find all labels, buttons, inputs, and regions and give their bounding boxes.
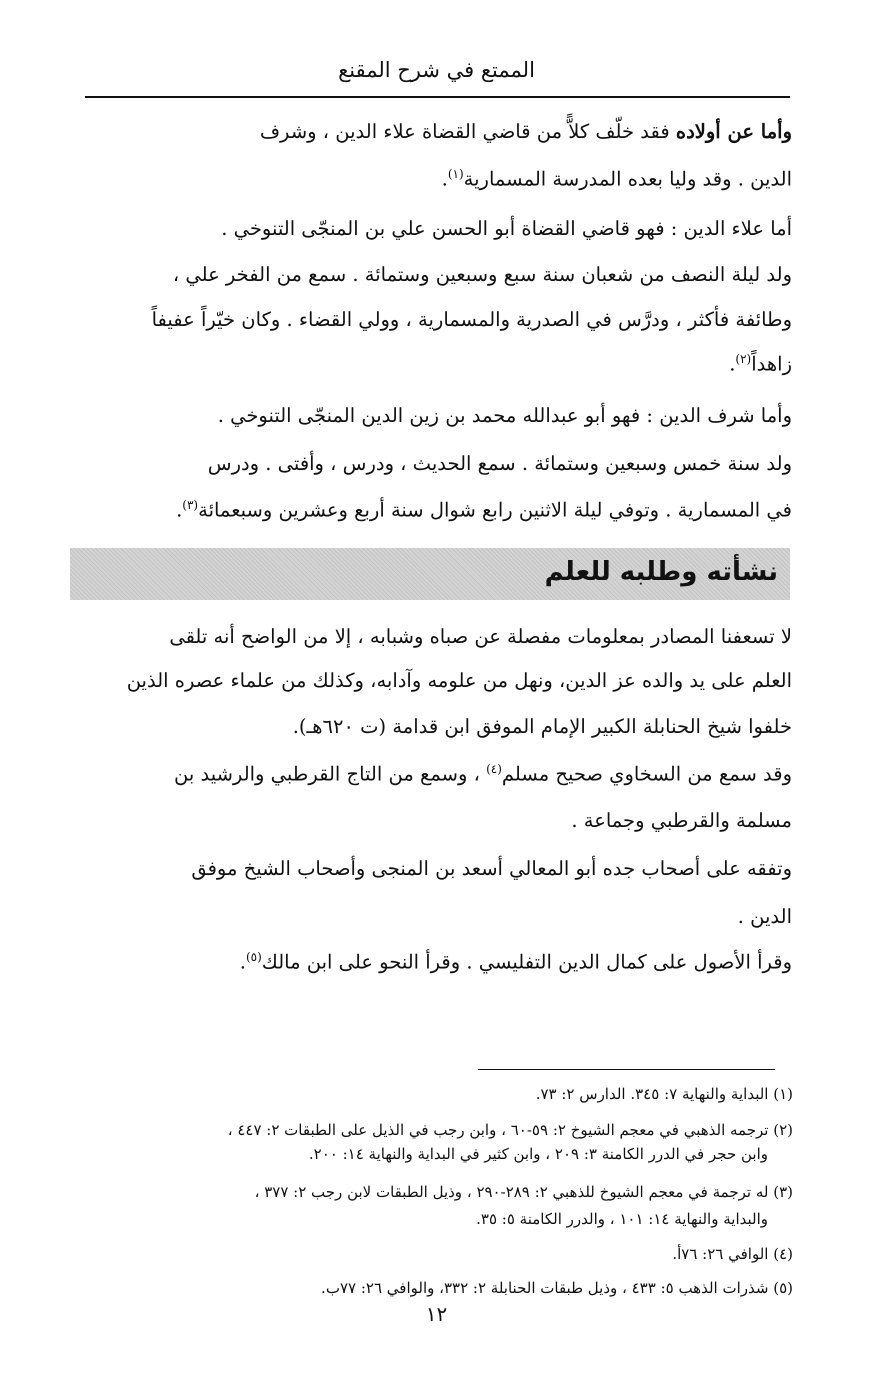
text-line: وطائفة فأكثر ، ودرَّس في الصدرية والمسمارية ، وولي القضاء . وكان خيّراً عفيفاً	[151, 308, 792, 331]
text-line: الدين .	[737, 905, 792, 928]
text-line: وأما شرف الدين : فهو أبو عبدالله محمد بن زين الدين المنجّى التنوخي .	[217, 404, 792, 427]
footnote: وابن حجر في الدرر الكامنة ٣: ٢٠٩ ، وابن كثير في البداية والنهاية ١٤: ٢٠٠.	[308, 1145, 768, 1163]
text-line: العلم على يد والده عز الدين، ونهل من علومه وآدابه، وكذلك من علماء عصره الذين	[126, 669, 792, 692]
footnote-ref[interactable]: (١)	[447, 167, 464, 181]
footnote-ref[interactable]: (٢)	[735, 352, 752, 366]
text-line: وقد سمع من السخاوي صحيح مسلم$^{(٤)}$ ، وسمع من التاج القرطبي والرشيد بن	[174, 762, 792, 786]
footnote: (١) البداية والنهاية ٧: ٣٤٥. الدارس ٢: ٧٣.	[535, 1085, 793, 1103]
running-header: الممتع في شرح المقنع	[338, 58, 535, 82]
footnote: والبداية والنهاية ١٤: ١٠١ ، والدرر الكامنة ٥: ٣٥.	[476, 1210, 768, 1228]
text-line: مسلمة والقرطبي وجماعة .	[571, 809, 792, 832]
lead-phrase: وأما عن أولاده	[675, 120, 792, 143]
footnote-rule	[478, 1069, 775, 1070]
text-line: لا تسعفنا المصادر بمعلومات مفصلة عن صباه وشبابه ، إلا من الواضح أنه تلقى	[169, 625, 792, 648]
text-line: وتفقه على أصحاب جده أبو المعالي أسعد بن المنجى وأصحاب الشيخ موفق	[191, 857, 792, 880]
footnote: (٢) ترجمه الذهبي في معجم الشيوخ ٢: ٥٩-٦٠ ، وابن رجب في الذيل على الطبقات ٢: ٤٤٧ ،	[227, 1121, 793, 1139]
text-line: ولد سنة خمس وسبعين وستمائة . سمع الحديث ، ودرس ، وأفتى . ودرس	[207, 452, 792, 475]
text-line: ولد ليلة النصف من شعبان سنة سبع وسبعين وستمائة . سمع من الفخر علي ،	[172, 263, 792, 286]
text-line: وقرأ الأصول على كمال الدين التفليسي . وقرأ النحو على ابن مالك$^{(٥)}$.	[239, 950, 792, 974]
section-heading: نشأته وطلبه للعلم	[544, 557, 778, 587]
section-heading-band	[70, 548, 790, 600]
page-number: ١٢	[425, 1302, 448, 1326]
header-rule	[85, 96, 790, 98]
text-line: أما علاء الدين : فهو قاضي القضاة أبو الحسن علي بن المنجّى التنوخي .	[221, 217, 792, 240]
text-line: الدين . وقد وليا بعده المدرسة المسمارية$^{(١)}$.	[441, 167, 792, 191]
footnote: (٤) الوافي ٢٦: ٧٦أ.	[672, 1245, 793, 1263]
footnote: (٣) له ترجمة في معجم الشيوخ للذهبي ٢: ٢٨٩-٢٩٠ ، وذيل الطبقات لابن رجب ٢: ٣٧٧ ،	[254, 1183, 793, 1201]
footnote-ref[interactable]: (٤)	[486, 762, 502, 776]
text-line: وأما عن أولاده فقد خلّف كلاًّ من قاضي القضاة علاء الدين ، وشرف	[259, 120, 792, 143]
footnote-ref[interactable]: (٥)	[245, 950, 262, 964]
footnote: (٥) شذرات الذهب ٥: ٤٣٣ ، وذيل طبقات الحنابلة ٢: ٣٣٢، والوافي ٢٦: ٧٧ب.	[321, 1279, 793, 1297]
footnote-ref[interactable]: (٣)	[182, 498, 199, 512]
text-line: خلفوا شيخ الحنابلة الكبير الإمام الموفق ابن قدامة (ت ٦٢٠هـ).	[292, 715, 792, 738]
text-line: في المسمارية . وتوفي ليلة الاثنين رابع شوال سنة أربع وعشرين وسبعمائة$^{(٣)}$.	[176, 498, 792, 522]
text-line: زاهداً$^{(٢)}$.	[729, 352, 792, 376]
